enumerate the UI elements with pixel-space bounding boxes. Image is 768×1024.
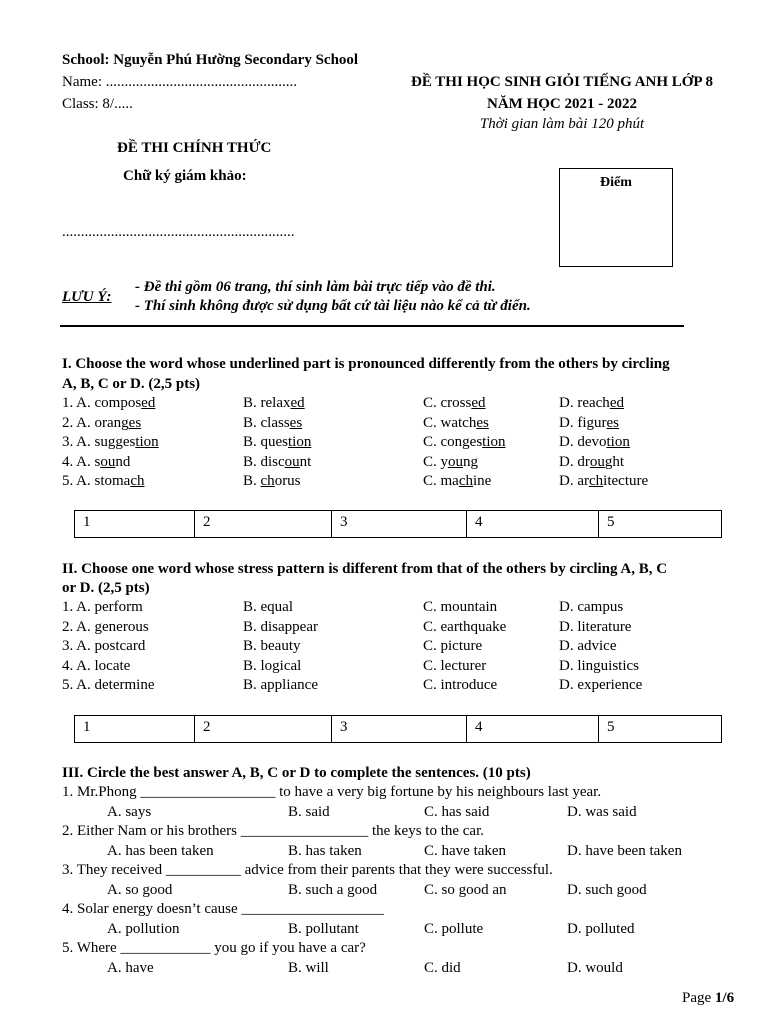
answer-option[interactable]: B. has taken [288,842,362,859]
option-text: B. ques [243,434,288,450]
question-stem: 1. Mr.Phong __________________ to have a very big fortune by his neighbours last year. [62,784,602,800]
answer-option[interactable]: B. beauty [243,638,301,654]
answer-option[interactable] [423,432,506,452]
underlined-part: ou [589,453,605,470]
question-stem: 3. They received __________ advice from their parents that they were successful. [62,862,553,878]
underlined-part: ch [458,473,474,489]
answer-option[interactable]: D. literature [559,618,632,635]
option-text: C. ma [423,473,459,489]
underlined-part: ed [290,395,305,411]
answer-cell[interactable]: 2 [195,716,332,742]
answer-option[interactable]: C. have taken [424,842,507,859]
underlined-part: es [128,414,142,431]
option-text: C. cross [423,395,472,411]
option-text: C. conges [423,434,483,450]
note-line-1: - Đề thi gồm 06 trang, thí sinh làm bài trực tiếp vào đề thi. [135,279,496,295]
answer-cell[interactable]: 3 [332,716,467,742]
option-text: B. class [243,414,290,431]
option-text: B. [243,473,261,489]
signature-line: .............................................................. [62,224,295,240]
answer-cell[interactable]: 1 [75,716,195,742]
answer-option[interactable]: C. has said [424,803,490,820]
divider [60,325,684,327]
answer-cell[interactable]: 1 [75,511,195,537]
underlined-part: ed [609,395,624,411]
underlined-part: ch [130,473,145,489]
underlined-part: ed [471,395,486,411]
question-row [62,597,742,617]
option-text: C. watch [423,414,477,431]
answer-option[interactable] [243,393,305,413]
option-text: C. y [423,453,449,470]
answer-option[interactable] [559,413,619,433]
answer-option[interactable] [559,432,630,452]
answer-option[interactable]: C. introduce [423,677,498,693]
option-text: nd [115,453,131,470]
option-text: D. devo [559,434,607,450]
page-prefix: Page [682,990,715,1006]
option-text: 5. A. stoma [62,473,131,489]
underlined-part: ch [260,473,275,489]
question-stem: 2. Either Nam or his brothers _________________ the keys to the car. [62,823,485,839]
answer-option[interactable]: B. will [288,959,329,976]
section2-answer-table [74,715,722,743]
option-text: 2. A. orang [62,414,129,431]
answer-option[interactable] [243,452,311,472]
answer-option[interactable]: A. has been taken [107,842,214,859]
question-row [62,636,742,656]
answer-cell[interactable]: 4 [467,716,599,742]
answer-option[interactable] [62,432,159,452]
option-text: D. ar [559,473,589,489]
underlined-part: tion [482,434,506,450]
question-row [62,393,742,413]
answer-option[interactable]: B. such a good [288,881,378,898]
underlined-part: es [476,414,489,431]
score-box [559,168,673,267]
question-stem: 4. Solar energy doesn’t cause ___________________ [62,901,384,917]
answer-option[interactable]: D. have been taken [567,842,682,859]
question-row [62,471,742,491]
answer-option[interactable]: B. pollutant [288,920,359,937]
answer-cell[interactable]: 4 [467,511,599,537]
underlined-part: ou [448,453,464,470]
answer-option[interactable]: B. appliance [243,677,318,693]
answer-option[interactable]: B. disappear [243,618,318,635]
options-row [62,880,742,900]
answer-option[interactable]: D. would [567,959,623,976]
examiner-signature-label: Chữ ký giám khảo: [123,168,247,184]
answer-option[interactable] [62,452,130,472]
answer-option[interactable] [243,432,311,452]
student-name-field: Name: ................................................... [62,74,297,90]
answer-option[interactable]: B. logical [243,657,302,674]
question-row [62,675,742,695]
answer-cell[interactable]: 5 [607,514,615,530]
note-line-2: - Thí sinh không được sử dụng bất cứ tài liệu nào kể cả từ điển. [135,298,531,314]
options-row [62,841,742,861]
option-text: nt [299,453,312,470]
options-row [62,958,742,978]
section1-title-cont: A, B, C or D. (2,5 pts) [62,376,201,392]
page-number-value: 1/6 [714,990,735,1006]
question-row [62,413,742,433]
answer-option[interactable]: B. said [288,803,330,820]
answer-option[interactable]: 3. A. postcard [62,638,146,654]
answer-option[interactable]: B. equal [243,599,293,615]
answer-option[interactable] [559,393,624,413]
score-label: Điểm [600,175,632,190]
exam-duration: Thời gian làm bài 120 phút [479,116,645,132]
option-text: itecture [603,473,649,489]
answer-option[interactable]: 5. A. determine [62,677,155,693]
answer-cell[interactable]: 3 [332,511,467,537]
answer-option[interactable]: 1. A. perform [62,599,143,615]
answer-option[interactable] [62,471,145,491]
section2-title-cont: or D. (2,5 pts) [62,580,150,596]
answer-option[interactable]: C. pollute [424,920,484,937]
underlined-part: es [289,414,303,431]
answer-option[interactable] [423,413,489,433]
answer-option[interactable]: A. so good [107,881,173,898]
answer-option[interactable]: C. lecturer [423,657,487,674]
section1-title: I. Choose the word whose underlined part is pronounced differently from the others by circling [62,356,670,372]
answer-option[interactable] [559,452,624,472]
option-text: 3. A. sugges [62,434,136,450]
underlined-part: ou [100,453,116,470]
option-text: D. reach [559,395,610,411]
answer-option[interactable]: D. campus [559,599,624,615]
answer-option[interactable]: C. mountain [423,599,498,615]
underlined-part: ou [284,453,300,470]
options-row [62,802,742,822]
underlined-part: ed [141,395,156,411]
answer-option[interactable]: D. was said [567,803,637,820]
underlined-part: tion [606,434,630,450]
underlined-part: tion [135,434,159,450]
question-row [62,432,742,452]
answer-option[interactable]: C. did [424,959,461,976]
option-text: B. relax [243,395,291,411]
answer-option[interactable] [423,471,491,491]
question-stem: 5. Where ____________ you go if you have a car? [62,940,366,956]
question-row [62,617,742,637]
answer-option[interactable]: C. earthquake [423,618,507,635]
answer-option[interactable] [243,471,301,491]
answer-option[interactable]: 2. A. generous [62,618,149,635]
answer-option[interactable]: D. such good [567,881,647,898]
answer-option[interactable] [559,471,648,491]
options-row [62,919,742,939]
page-number [682,989,734,1007]
option-text: ght [604,453,624,470]
answer-option[interactable]: C. picture [423,638,483,654]
answer-option[interactable]: D. linguistics [559,657,640,674]
answer-option[interactable] [243,413,302,433]
answer-option[interactable]: D. experience [559,677,643,693]
official-exam-label: ĐỀ THI CHÍNH THỨC [117,140,272,156]
answer-cell[interactable]: 5 [607,719,615,735]
underlined-part: es [606,414,619,431]
answer-option[interactable]: D. polluted [567,920,635,937]
underlined-part: ch [589,473,604,489]
answer-option[interactable]: A. pollution [107,920,180,937]
option-text: ng [463,453,479,470]
question-row [62,656,742,676]
answer-option[interactable]: C. so good an [424,881,507,898]
answer-option[interactable]: D. advice [559,638,617,654]
option-text: B. disc [243,453,285,470]
exam-title: ĐỀ THI HỌC SINH GIỎI TIẾNG ANH LỚP 8 [410,74,714,90]
answer-option[interactable] [423,393,486,413]
section2-title: II. Choose one word whose stress pattern is different from that of the others by circling A, B, C [62,561,668,577]
answer-option[interactable]: A. says [107,803,152,820]
student-class-field: Class: 8/..... [62,96,133,112]
answer-option[interactable] [423,452,478,472]
section3-title: III. Circle the best answer A, B, C or D to complete the sentences. (10 pts) [62,765,531,781]
question-row [62,452,742,472]
answer-option[interactable]: 4. A. locate [62,657,131,674]
option-text: D. dr [559,453,590,470]
school-name: School: Nguyễn Phú Hường Secondary School [62,52,359,68]
option-text: orus [274,473,301,489]
answer-option[interactable] [62,413,141,433]
option-text: 4. A. s [62,453,101,470]
option-text: ine [473,473,492,489]
option-text: D. figur [559,414,607,431]
option-text: 1. A. compos [62,395,142,411]
answer-cell[interactable]: 2 [195,511,332,537]
answer-option[interactable]: A. have [107,959,154,976]
section1-answer-table [74,510,722,538]
underlined-part: tion [288,434,312,450]
answer-option[interactable] [62,393,155,413]
note-label: LƯU Ý: [62,289,112,305]
school-year: NĂM HỌC 2021 - 2022 [487,96,637,112]
